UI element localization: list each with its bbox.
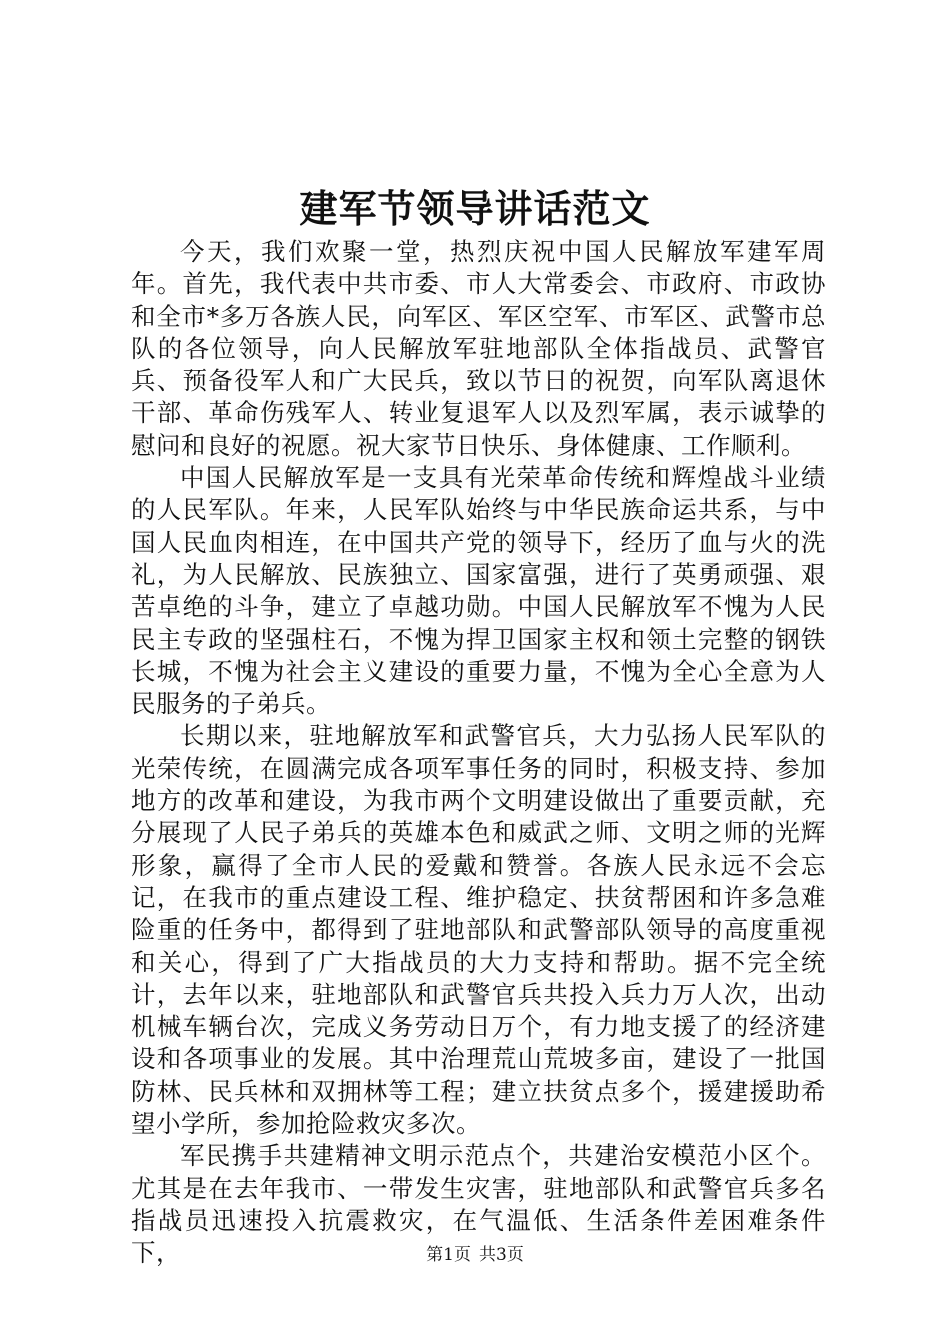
paragraph-2: 中国人民解放军是一支具有光荣革命传统和辉煌战斗业绩的人民军队。年来，人民军队始终与中华民族命运共系，与中国人民血肉相连，在中国共产党的领导下，经历了血与火的洗礼，为人民解放、民族独立、国家富强，进行了英勇顽强、艰苦卓绝的斗争，建立了卓越功勋。中国人民解放军不愧为人民民主专政的坚强柱石，不愧为捍卫国家主权和领土完整的钢铁长城，不愧为社会主义建设的重要力量，不愧为全心全意为人民服务的子弟兵。: [131, 463, 826, 719]
paragraph-3: 长期以来，驻地解放军和武警官兵，大力弘扬人民军队的光荣传统，在圆满完成各项军事任务的同时，积极支持、参加地方的改革和建设，为我市两个文明建设做出了重要贡献，充分展现了人民子弟兵的英雄本色和威武之师、文明之师的光辉形象，赢得了全市人民的爱戴和赞誉。各族人民永远不会忘记，在我市的重点建设工程、维护稳定、扶贫帮困和许多急难险重的任务中，都得到了驻地部队和武警部队领导的高度重视和关心，得到了广大指战员的大力支持和帮助。据不完全统计，去年以来，驻地部队和武警官兵共投入兵力万人次，出动机械车辆台次，完成义务劳动日万个，有力地支援了的经济建设和各项事业的发展。其中治理荒山荒坡多亩，建设了一批国防林、民兵林和双拥林等工程；建立扶贫点多个，援建援助希望小学所，参加抢险救灾多次。: [131, 721, 826, 1139]
document-body: [131, 236, 826, 1270]
page-number: 第1页: [426, 1245, 471, 1265]
page-footer: [0, 1244, 950, 1266]
paragraph-4: 军民携手共建精神文明示范点个，共建治安模范小区个。尤其是在去年我市、一带发生灾害，驻地部队和武警官兵多名指战员迅速投入抗震救灾，在气温低、生活条件差困难条件下，: [131, 1141, 826, 1268]
page-total: 共3页: [479, 1245, 524, 1265]
document-title: 建军节领导讲话范文: [299, 186, 651, 231]
paragraph-1: 今天，我们欢聚一堂，热烈庆祝中国人民解放军建军周年。首先，我代表中共市委、市人大常委会、市政府、市政协和全市*多万各族人民，向军区、军区空军、市军区、武警市总队的各位领导，向人民解放军驻地部队全体指战员、武警官兵、预备役军人和广大民兵，致以节日的祝贺，向军队离退休干部、革命伤残军人、转业复退军人以及烈军属，表示诚挚的慰问和良好的祝愿。祝大家节日快乐、身体健康、工作顺利。: [131, 237, 826, 460]
